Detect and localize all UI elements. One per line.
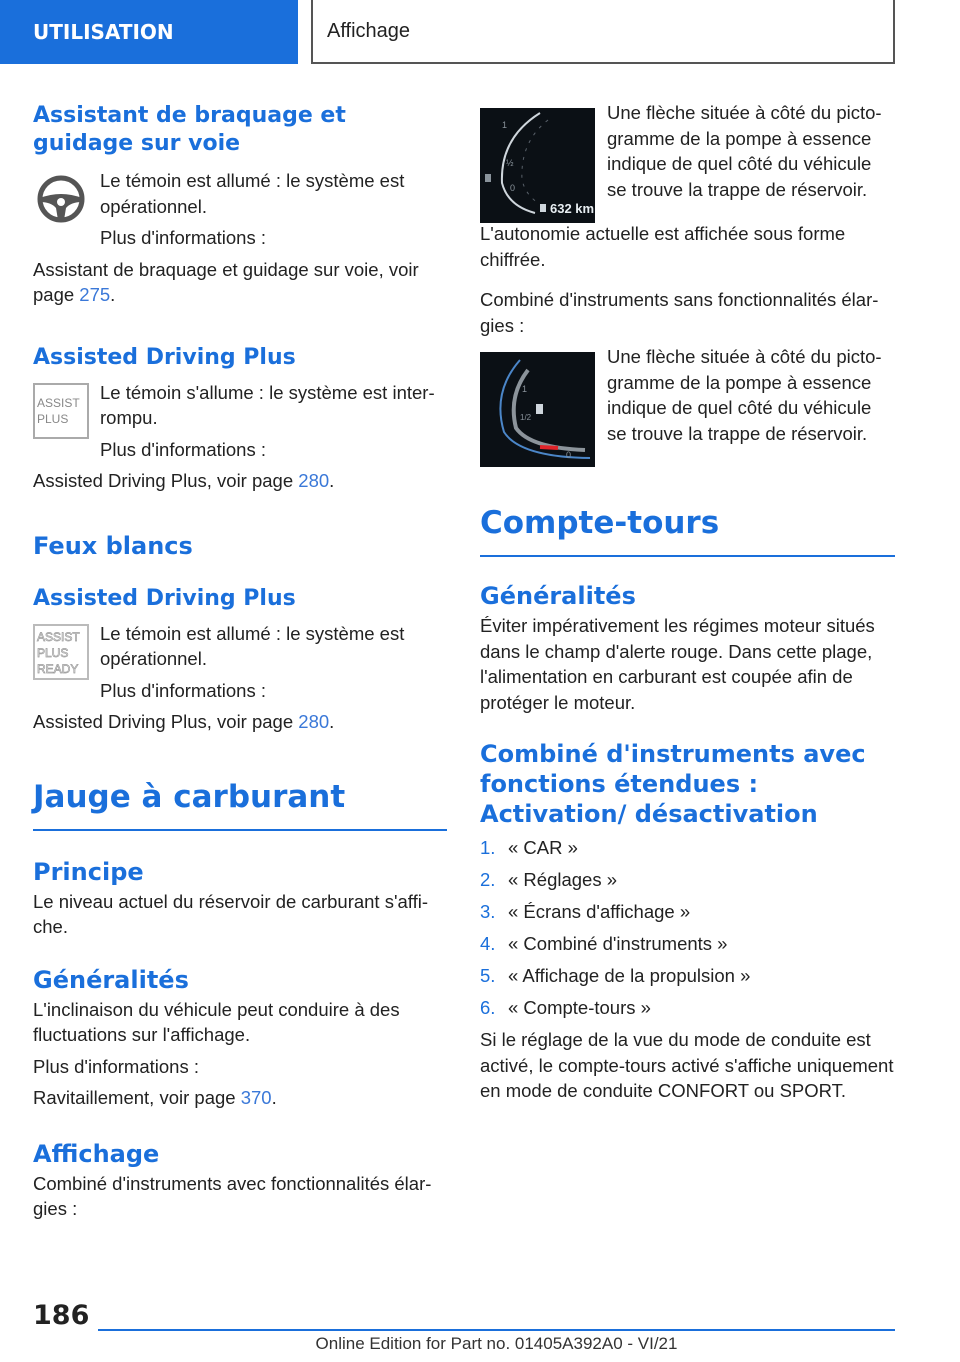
generalites-text: L'inclinaison du véhicule peut conduire à des fluctuations sur l'affichage.: [33, 998, 400, 1045]
step-text: « Combiné d'instruments »: [508, 933, 728, 954]
compte-generalites-text: Éviter impérativement les régimes moteur situés dans le champ d'alerte rouge. Dans cette plage, l'alimentation en carburant est coupée afin de protéger le moteur.: [480, 615, 875, 713]
section-tab: [0, 0, 298, 64]
list-item: [480, 931, 895, 957]
section-label: UTILISATION: [33, 20, 174, 44]
svg-text:1/2: 1/2: [520, 413, 532, 422]
step-number: 3.: [480, 901, 496, 922]
fuel-gauge-basic-image: [480, 352, 595, 467]
indicator-row-assist-plus-ready: [33, 621, 447, 704]
fuel-gauge-basic-block: [480, 344, 895, 467]
step-number: 4.: [480, 933, 496, 954]
more-info-label: Plus d'informations :: [33, 1055, 199, 1077]
heading-generalites: Généralités: [33, 965, 189, 994]
title-rule: [33, 829, 447, 831]
compte-closing-text: Si le réglage de la vue du mode de conduite est activé, le compte-tours activé s'affiche uniquement en mode de conduite CONFORT ou SPORT.: [480, 1029, 894, 1101]
left-column: [33, 100, 447, 1222]
page-number: 186: [33, 1300, 90, 1331]
fuel-arrow-text: Une flèche située à côté du pictogramme de la pompe à essence indique de quel côté du véhicule se trouve la trappe de réservoir.: [607, 102, 882, 200]
page-link-280[interactable]: 280: [298, 470, 330, 491]
svg-text:1: 1: [522, 384, 528, 394]
footer-edition: Online Edition for Part no. 01405A392A0 - VI/21: [315, 1334, 678, 1353]
reference-end: .: [271, 1087, 277, 1108]
range-text: L'autonomie actuelle est affichée sous forme chiffrée.: [480, 223, 846, 270]
svg-text:0: 0: [566, 450, 572, 460]
step-text: « Écrans d'affichage »: [508, 901, 691, 922]
reference-text: Assistant de braquage et guidage sur voie, voir page: [33, 258, 419, 305]
title-jauge-carburant: Jauge à carburant: [33, 778, 346, 815]
step-text: « Affichage de la propulsion »: [508, 965, 751, 986]
step-text: « CAR »: [508, 837, 578, 858]
fuel-gauge-extended-image: [480, 108, 595, 223]
heading-combine-activation: Combiné d'instruments avec fonctions étendues : Activation/ désactivation: [480, 740, 866, 828]
steering-wheel-icon: [33, 171, 89, 227]
indicator-text: Le témoin est allumé : le système est opérationnel.: [100, 170, 405, 217]
chapter-title: Affichage: [327, 19, 411, 42]
svg-text:0: 0: [510, 183, 516, 193]
svg-text:½: ½: [506, 158, 514, 168]
range-readout: 632 km: [550, 201, 595, 216]
more-info-label: Plus d'informations :: [100, 227, 266, 248]
icon-line-2: PLUS: [37, 411, 69, 426]
indicator-row-steering: [33, 168, 447, 251]
activation-steps: [480, 835, 895, 1021]
assist-plus-icon: [33, 383, 89, 439]
reference-text: Assisted Driving Plus, voir page: [33, 470, 299, 491]
reference-text: Assisted Driving Plus, voir page: [33, 711, 299, 732]
reference-paragraph: [33, 468, 447, 494]
step-number: 6.: [480, 997, 496, 1018]
reference-end: .: [329, 470, 335, 491]
step-text: « Réglages »: [508, 869, 618, 890]
icon-line-1: ASSIST: [37, 395, 80, 410]
page-link-370[interactable]: 370: [240, 1087, 272, 1108]
reference-text: Ravitaillement, voir page: [33, 1087, 241, 1108]
icon-line-1: ASSIST: [37, 629, 80, 644]
affichage-text: Combiné d'instruments avec fonctionnalités élargies :: [33, 1172, 432, 1219]
indicator-row-assist-plus: [33, 380, 447, 463]
page-link-275[interactable]: 275: [79, 284, 111, 305]
more-info-label: Plus d'informations :: [100, 438, 266, 460]
heading-feux-blancs: Feux blancs: [33, 531, 193, 560]
list-item: [480, 867, 895, 893]
fuel-arrow-text: Une flèche située à côté du pictogramme de la pompe à essence indique de quel côté du véhicule se trouve la trappe de réservoir.: [607, 346, 882, 444]
list-item: [480, 899, 895, 925]
list-item: [480, 963, 895, 989]
reference-paragraph: [33, 257, 447, 308]
step-number: 2.: [480, 869, 496, 890]
list-item: [480, 995, 895, 1021]
chapter-header: [311, 0, 895, 64]
right-column: [480, 100, 895, 1104]
heading-principe: Principe: [33, 857, 144, 886]
title-compte-tours: Compte-tours: [480, 505, 720, 541]
list-item: [480, 835, 895, 861]
step-number: 1.: [480, 837, 496, 858]
more-info-label: Plus d'informations :: [100, 679, 266, 701]
indicator-text: Le témoin s'allume : le système est interrompu.: [100, 381, 435, 428]
heading-assistant-braquage: Assistant de braquage et guidage sur voie: [33, 103, 346, 156]
heading-assisted-driving-plus: Assisted Driving Plus: [33, 344, 296, 370]
subheading-assisted-driving-plus: Assisted Driving Plus: [33, 585, 296, 611]
heading-affichage: Affichage: [33, 1139, 160, 1168]
indicator-text: Le témoin est allumé : le système est opérationnel.: [100, 622, 405, 669]
step-number: 5.: [480, 965, 496, 986]
icon-line-2: PLUS: [37, 645, 69, 660]
assist-plus-ready-icon: [33, 624, 89, 680]
heading-generalites: Généralités: [480, 582, 636, 610]
icon-line-3: READY: [37, 661, 79, 676]
step-text: « Compte-tours »: [508, 997, 651, 1018]
svg-text:1: 1: [502, 120, 508, 130]
principe-text: Le niveau actuel du réservoir de carburant s'affiche.: [33, 890, 429, 937]
reference-paragraph: [33, 1085, 447, 1111]
title-rule: [480, 555, 895, 557]
reference-end: .: [329, 711, 335, 732]
reference-paragraph: [33, 709, 447, 735]
reference-end: .: [110, 284, 116, 305]
page-link-280[interactable]: 280: [298, 711, 330, 732]
fuel-gauge-extended-block: [480, 100, 895, 223]
combine-sans-text: Combiné d'instruments sans fonctionnalités élargies :: [480, 289, 879, 336]
footer-rule: [98, 1329, 895, 1331]
